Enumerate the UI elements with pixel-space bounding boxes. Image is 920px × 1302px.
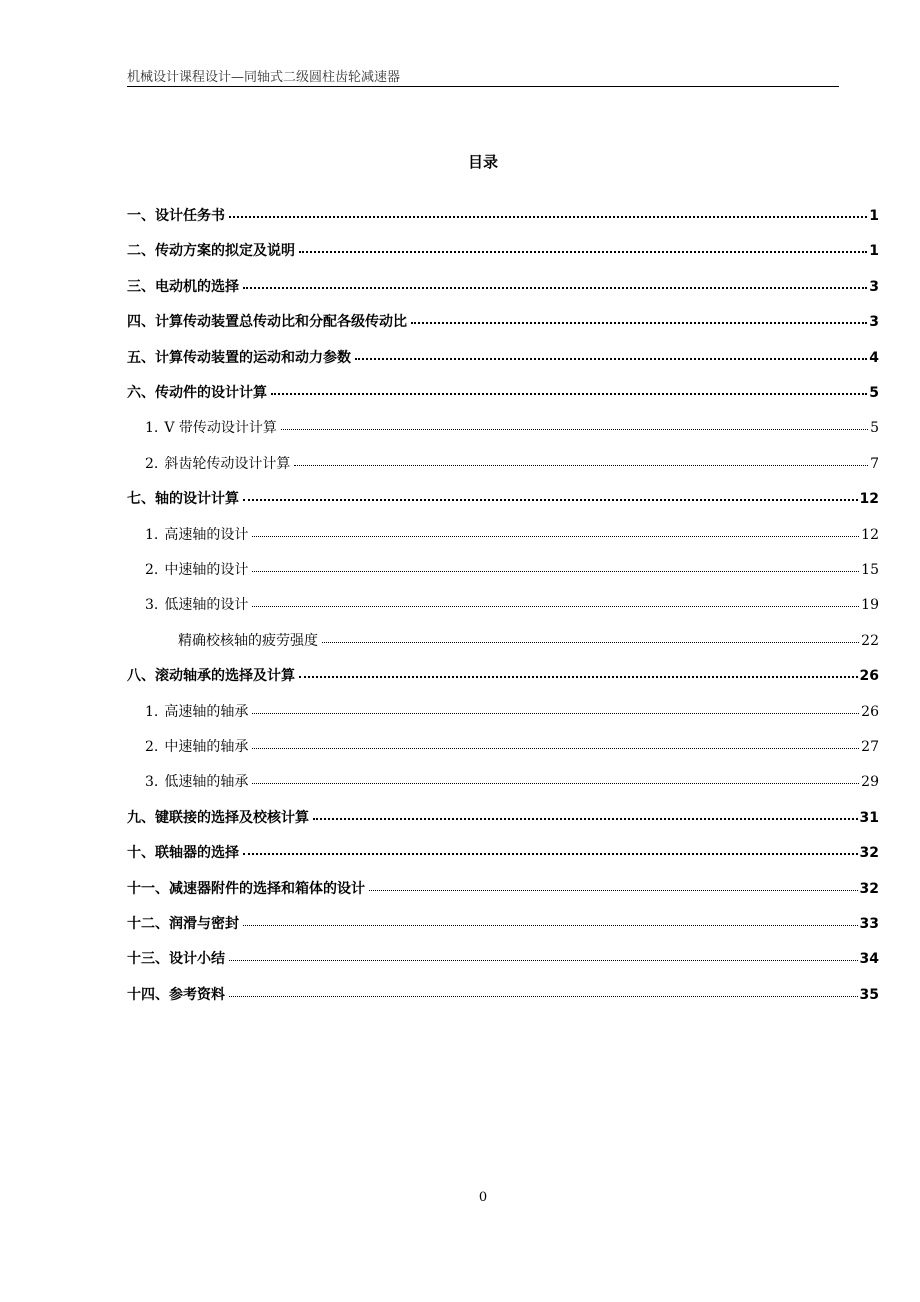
toc-entry[interactable] [127, 948, 879, 968]
toc-entry-page: 34 [859, 951, 879, 968]
toc-entry-page: 26 [861, 703, 879, 720]
toc-dot-leader [229, 996, 858, 997]
toc-entry-number: 1. [145, 420, 159, 437]
toc-entry-page: 5 [870, 420, 879, 437]
toc-entry[interactable] [127, 382, 879, 402]
toc-entry-page: 29 [861, 774, 879, 791]
toc-entry[interactable] [127, 276, 879, 296]
toc-entry[interactable] [145, 594, 879, 614]
toc-entry-label: 七、轴的设计计算 [127, 491, 239, 508]
toc-entry-page: 31 [859, 809, 879, 826]
toc-entry[interactable] [127, 240, 879, 260]
toc-entry-label: 低速轴的设计 [164, 597, 249, 614]
toc-entry-label: 十四、参考资料 [127, 986, 225, 1003]
toc-dot-leader [299, 251, 867, 253]
running-title: 机械设计课程设计—同轴式二级圆柱齿轮减速器 [127, 70, 401, 85]
toc-entry-page: 7 [870, 455, 879, 472]
toc-entry-label: 高速轴的设计 [164, 526, 249, 543]
toc-entry-label: 五、计算传动装置的运动和动力参数 [127, 349, 351, 366]
toc-entry[interactable] [145, 453, 879, 473]
toc-entry[interactable] [127, 807, 879, 827]
toc-entry[interactable] [145, 736, 879, 756]
toc-entry-label: 高速轴的轴承 [164, 703, 249, 720]
toc-entry-page: 4 [869, 349, 879, 366]
toc-entry[interactable] [178, 630, 879, 650]
toc-dot-leader [252, 536, 859, 537]
toc-entry-page: 3 [869, 278, 879, 295]
toc-dot-leader [252, 748, 859, 749]
toc-entry-label: 四、计算传动装置总传动比和分配各级传动比 [127, 314, 407, 331]
toc-entry[interactable] [127, 205, 879, 225]
toc-dot-leader [243, 853, 858, 855]
toc-dot-leader [252, 606, 859, 607]
toc-entry-page: 33 [859, 916, 879, 932]
toc-entry[interactable] [145, 559, 879, 579]
toc-entry-page: 19 [861, 597, 879, 614]
toc-entry[interactable] [127, 665, 879, 685]
toc-entry-number: 3. [145, 597, 159, 614]
toc-entry-page: 1 [869, 243, 879, 260]
toc-entry[interactable] [145, 524, 879, 544]
toc-entry-label: 十、联轴器的选择 [127, 845, 239, 862]
toc-dot-leader [243, 499, 858, 501]
toc-entry-label: 九、键联接的选择及校核计算 [127, 809, 309, 826]
toc-dot-leader [229, 216, 867, 218]
toc-entry-page: 12 [859, 491, 879, 508]
toc-dot-leader [411, 322, 867, 324]
toc-dot-leader [243, 287, 867, 289]
toc-dot-leader [252, 713, 859, 714]
toc-entry[interactable] [127, 913, 879, 933]
toc-entry[interactable] [145, 701, 879, 721]
toc-entry[interactable] [127, 311, 879, 331]
toc-entry-label: 斜齿轮传动设计计算 [164, 455, 291, 472]
toc-entry-label: 十一、减速器附件的选择和箱体的设计 [127, 880, 365, 897]
page-number: 0 [478, 1190, 488, 1205]
toc-entry-label: V 带传动设计计算 [164, 420, 277, 437]
toc-entry-page: 22 [861, 632, 879, 649]
toc-entry-number: 2. [145, 455, 159, 472]
toc-entry-number: 3. [145, 774, 159, 791]
toc-entry-label: 十三、设计小结 [127, 951, 225, 968]
toc-entry-label: 精确校核轴的疲劳强度 [178, 632, 318, 649]
toc-entry-number: 2. [145, 739, 159, 755]
toc-entry-page: 32 [859, 845, 879, 862]
toc-dot-leader [355, 358, 867, 360]
toc-dot-leader [252, 783, 859, 784]
toc-dot-leader [322, 642, 859, 643]
toc-entry[interactable] [127, 842, 879, 862]
toc-dot-leader [252, 571, 859, 572]
toc-title: 目录 [467, 153, 498, 171]
toc-entry-page: 5 [869, 385, 879, 401]
toc-entry-page: 12 [861, 526, 879, 543]
toc-entry[interactable] [145, 771, 879, 791]
toc-entry-number: 1. [145, 703, 159, 720]
toc-entry-page: 32 [859, 880, 879, 897]
toc-dot-leader [294, 465, 868, 466]
toc-dot-leader [369, 890, 858, 891]
toc-entry-page: 1 [869, 208, 879, 224]
toc-entry-number: 2. [145, 562, 159, 578]
toc-entry-label: 一、设计任务书 [127, 208, 225, 224]
toc-dot-leader [313, 818, 858, 820]
toc-entry[interactable] [127, 878, 879, 898]
toc-entry-label: 八、滚动轴承的选择及计算 [127, 668, 295, 685]
toc-dot-leader [271, 393, 867, 395]
toc-dot-leader [243, 925, 858, 926]
toc-entry-label: 三、电动机的选择 [127, 278, 239, 295]
toc-entry-page: 26 [859, 668, 879, 685]
toc-dot-leader [281, 429, 868, 430]
toc-entry[interactable] [145, 417, 879, 437]
toc-entry-number: 1. [145, 526, 159, 543]
toc-entry-page: 15 [861, 562, 879, 578]
toc-dot-leader [299, 676, 858, 678]
toc-entry[interactable] [127, 488, 879, 508]
toc-dot-leader [229, 960, 858, 961]
toc-entry-label: 低速轴的轴承 [164, 774, 249, 791]
toc-entry-label: 六、传动件的设计计算 [127, 385, 267, 401]
toc-entry-label: 中速轴的轴承 [164, 739, 249, 755]
toc-entry-page: 3 [869, 314, 879, 331]
toc-entry-label: 中速轴的设计 [164, 562, 249, 578]
toc-entry-label: 十二、润滑与密封 [127, 916, 239, 932]
toc-entry-page: 27 [861, 739, 879, 755]
toc-entry[interactable] [127, 347, 879, 367]
toc-entry[interactable] [127, 984, 879, 1004]
toc-entry-page: 35 [859, 986, 879, 1003]
toc-entry-label: 二、传动方案的拟定及说明 [127, 243, 295, 260]
